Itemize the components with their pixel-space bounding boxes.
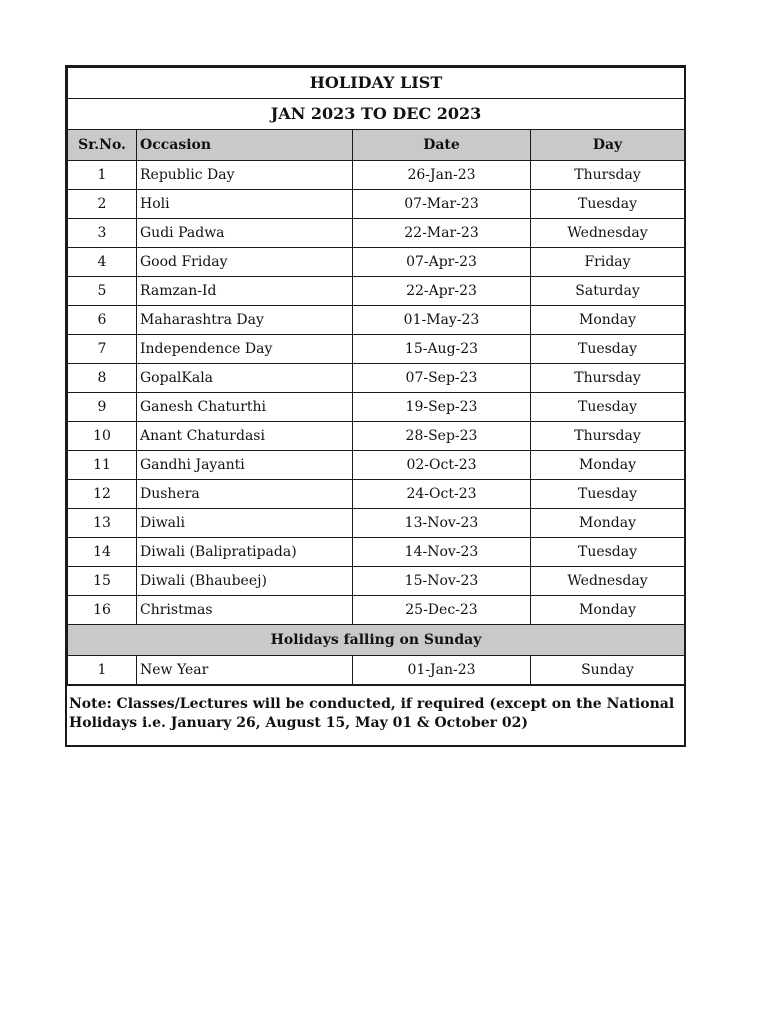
cell-occasion: Ganesh Chaturthi bbox=[137, 393, 353, 422]
cell-date: 13-Nov-23 bbox=[353, 509, 531, 538]
sunday-section-title: Holidays falling on Sunday bbox=[68, 625, 685, 656]
cell-sr: 2 bbox=[68, 190, 137, 219]
cell-date: 22-Apr-23 bbox=[353, 277, 531, 306]
cell-sr: 11 bbox=[68, 451, 137, 480]
cell-occasion: Gandhi Jayanti bbox=[137, 451, 353, 480]
sunday-section-header bbox=[68, 625, 685, 656]
table-row bbox=[68, 567, 685, 596]
table-row bbox=[68, 451, 685, 480]
cell-occasion: Holi bbox=[137, 190, 353, 219]
cell-day: Monday bbox=[531, 306, 685, 335]
table-row bbox=[68, 219, 685, 248]
table-row bbox=[68, 335, 685, 364]
cell-sr: 1 bbox=[68, 656, 137, 685]
cell-day: Thursday bbox=[531, 364, 685, 393]
cell-day: Thursday bbox=[531, 161, 685, 190]
cell-sr: 1 bbox=[68, 161, 137, 190]
table-row bbox=[68, 509, 685, 538]
cell-occasion: Independence Day bbox=[137, 335, 353, 364]
cell-day: Friday bbox=[531, 248, 685, 277]
cell-day: Tuesday bbox=[531, 190, 685, 219]
cell-date: 28-Sep-23 bbox=[353, 422, 531, 451]
cell-occasion: Diwali (Bhaubeej) bbox=[137, 567, 353, 596]
cell-date: 14-Nov-23 bbox=[353, 538, 531, 567]
cell-sr: 5 bbox=[68, 277, 137, 306]
column-header-row bbox=[68, 130, 685, 161]
cell-date: 07-Mar-23 bbox=[353, 190, 531, 219]
cell-sr: 9 bbox=[68, 393, 137, 422]
table-row bbox=[68, 248, 685, 277]
cell-occasion: Maharashtra Day bbox=[137, 306, 353, 335]
cell-day: Monday bbox=[531, 509, 685, 538]
cell-date: 01-May-23 bbox=[353, 306, 531, 335]
cell-sr: 8 bbox=[68, 364, 137, 393]
column-header-sr: Sr.No. bbox=[68, 130, 137, 161]
table-row bbox=[68, 364, 685, 393]
column-header-day: Day bbox=[531, 130, 685, 161]
cell-date: 15-Nov-23 bbox=[353, 567, 531, 596]
cell-occasion: Diwali bbox=[137, 509, 353, 538]
cell-date: 26-Jan-23 bbox=[353, 161, 531, 190]
table-row bbox=[68, 161, 685, 190]
cell-day: Sunday bbox=[531, 656, 685, 685]
cell-sr: 4 bbox=[68, 248, 137, 277]
cell-date: 22-Mar-23 bbox=[353, 219, 531, 248]
table-row bbox=[68, 480, 685, 509]
cell-day: Tuesday bbox=[531, 480, 685, 509]
cell-date: 07-Sep-23 bbox=[353, 364, 531, 393]
cell-occasion: Diwali (Balipratipada) bbox=[137, 538, 353, 567]
cell-sr: 16 bbox=[68, 596, 137, 625]
cell-occasion: Anant Chaturdasi bbox=[137, 422, 353, 451]
cell-occasion: Republic Day bbox=[137, 161, 353, 190]
cell-date: 01-Jan-23 bbox=[353, 656, 531, 685]
cell-occasion: Dushera bbox=[137, 480, 353, 509]
column-header-occasion: Occasion bbox=[137, 130, 353, 161]
column-header-date: Date bbox=[353, 130, 531, 161]
cell-day: Tuesday bbox=[531, 335, 685, 364]
table-row bbox=[68, 190, 685, 219]
cell-day: Thursday bbox=[531, 422, 685, 451]
cell-day: Wednesday bbox=[531, 219, 685, 248]
table-row bbox=[68, 277, 685, 306]
cell-sr: 13 bbox=[68, 509, 137, 538]
table-row bbox=[68, 422, 685, 451]
title-row bbox=[68, 68, 685, 99]
cell-date: 19-Sep-23 bbox=[353, 393, 531, 422]
table-row bbox=[68, 656, 685, 685]
page-title: HOLIDAY LIST bbox=[68, 68, 685, 99]
holiday-list-sheet bbox=[65, 65, 686, 747]
cell-date: 02-Oct-23 bbox=[353, 451, 531, 480]
table-row bbox=[68, 306, 685, 335]
cell-sr: 6 bbox=[68, 306, 137, 335]
cell-occasion: GopalKala bbox=[137, 364, 353, 393]
cell-occasion: New Year bbox=[137, 656, 353, 685]
cell-date: 15-Aug-23 bbox=[353, 335, 531, 364]
cell-day: Saturday bbox=[531, 277, 685, 306]
table-row bbox=[68, 538, 685, 567]
cell-day: Wednesday bbox=[531, 567, 685, 596]
subtitle-row bbox=[68, 99, 685, 130]
cell-sr: 3 bbox=[68, 219, 137, 248]
cell-sr: 12 bbox=[68, 480, 137, 509]
cell-sr: 7 bbox=[68, 335, 137, 364]
cell-occasion: Christmas bbox=[137, 596, 353, 625]
note-text: Note: Classes/Lectures will be conducted, if required (except on the National Holidays i.e. January 26, August 15, May 01 & October 02) bbox=[67, 685, 684, 745]
cell-day: Tuesday bbox=[531, 393, 685, 422]
cell-day: Monday bbox=[531, 596, 685, 625]
cell-day: Tuesday bbox=[531, 538, 685, 567]
cell-sr: 10 bbox=[68, 422, 137, 451]
table-row bbox=[68, 596, 685, 625]
page-subtitle: JAN 2023 TO DEC 2023 bbox=[68, 99, 685, 130]
holiday-table bbox=[67, 67, 685, 685]
table-row bbox=[68, 393, 685, 422]
cell-day: Monday bbox=[531, 451, 685, 480]
cell-date: 07-Apr-23 bbox=[353, 248, 531, 277]
cell-sr: 14 bbox=[68, 538, 137, 567]
cell-sr: 15 bbox=[68, 567, 137, 596]
cell-occasion: Gudi Padwa bbox=[137, 219, 353, 248]
cell-occasion: Ramzan-Id bbox=[137, 277, 353, 306]
cell-occasion: Good Friday bbox=[137, 248, 353, 277]
cell-date: 24-Oct-23 bbox=[353, 480, 531, 509]
cell-date: 25-Dec-23 bbox=[353, 596, 531, 625]
